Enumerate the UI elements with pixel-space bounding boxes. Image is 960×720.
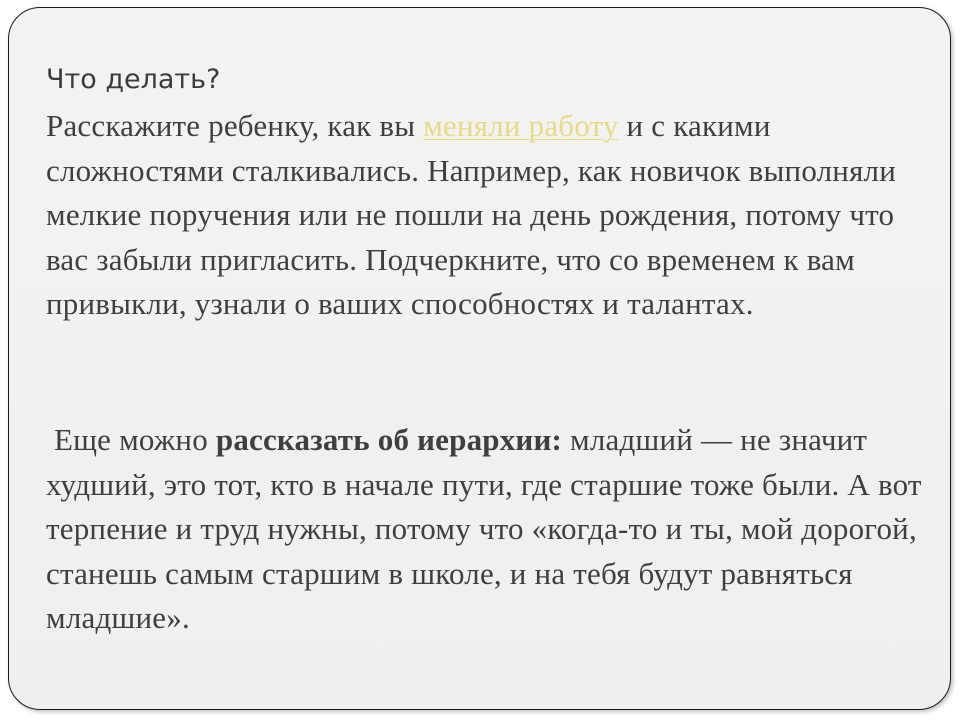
paragraph-hierarchy xyxy=(46,418,930,641)
paragraph-advice-text-end: и с какими сложностями сталкивались. Например, как новичок выполняли мелкие поручения или не пошли на день рождения, потому что вас забыли пригласить. Подчеркните, что со временем к вам привыкли, узнали о ваших способностях и талантах. xyxy=(46,108,897,321)
paragraph-hierarchy-text-start: Еще можно xyxy=(46,422,216,457)
slide-heading: Что делать? xyxy=(46,64,221,95)
paragraph-hierarchy-text-end: младший — не значит худший, это тот, кто в начале пути, где старшие тоже были. А вот терпение и труд нужны, потому что «когда-то и ты, мой дорогой, станешь самым старшим в школе, и на тебя будут равняться младшие». xyxy=(46,422,930,635)
hierarchy-emphasis: рассказать об иерархии: xyxy=(215,422,563,457)
paragraph-advice xyxy=(46,104,926,327)
paragraph-advice-text-start: Расскажите ребенку, как вы xyxy=(46,108,424,143)
changed-job-link[interactable]: меняли работу xyxy=(423,108,619,143)
